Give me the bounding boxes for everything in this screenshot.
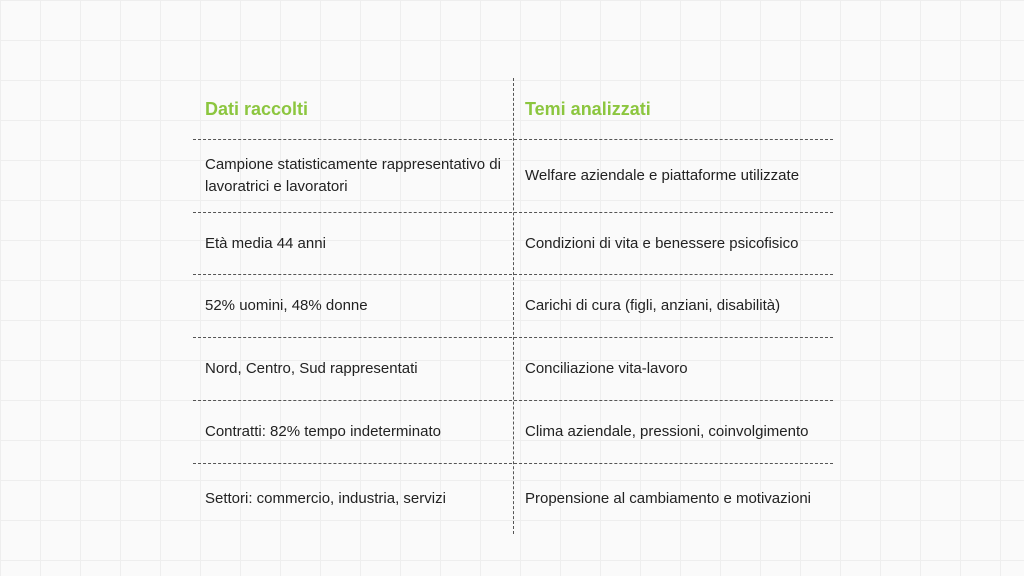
header-dati-raccolti: Dati raccolti: [205, 98, 309, 119]
cell-temi: Condizioni di vita e benessere psicofisico: [525, 234, 799, 252]
cell-dati: Nord, Centro, Sud rappresentati: [205, 360, 418, 377]
cell-dati: Campione statisticamente rappresentativo di lavoratrici e lavoratori: [205, 156, 501, 195]
cell-temi: Conciliazione vita-lavoro: [525, 360, 688, 377]
column-divider: [513, 78, 514, 534]
cell-temi: Clima aziendale, pressioni, coinvolgimento: [525, 423, 809, 440]
cell-dati: Settori: commercio, industria, servizi: [205, 490, 446, 507]
comparison-table: [193, 78, 833, 534]
cell-dati: 52% uomini, 48% donne: [205, 297, 368, 314]
header-temi-analizzati: Temi analizzati: [525, 98, 651, 119]
cell-dati: Età media 44 anni: [205, 234, 326, 252]
cell-dati: Contratti: 82% tempo indeterminato: [205, 423, 441, 440]
cell-temi: Propensione al cambiamento e motivazioni: [525, 490, 811, 507]
cell-temi: Welfare aziendale e piattaforme utilizzate: [525, 167, 800, 184]
cell-temi: Carichi di cura (figli, anziani, disabilità): [525, 297, 781, 314]
